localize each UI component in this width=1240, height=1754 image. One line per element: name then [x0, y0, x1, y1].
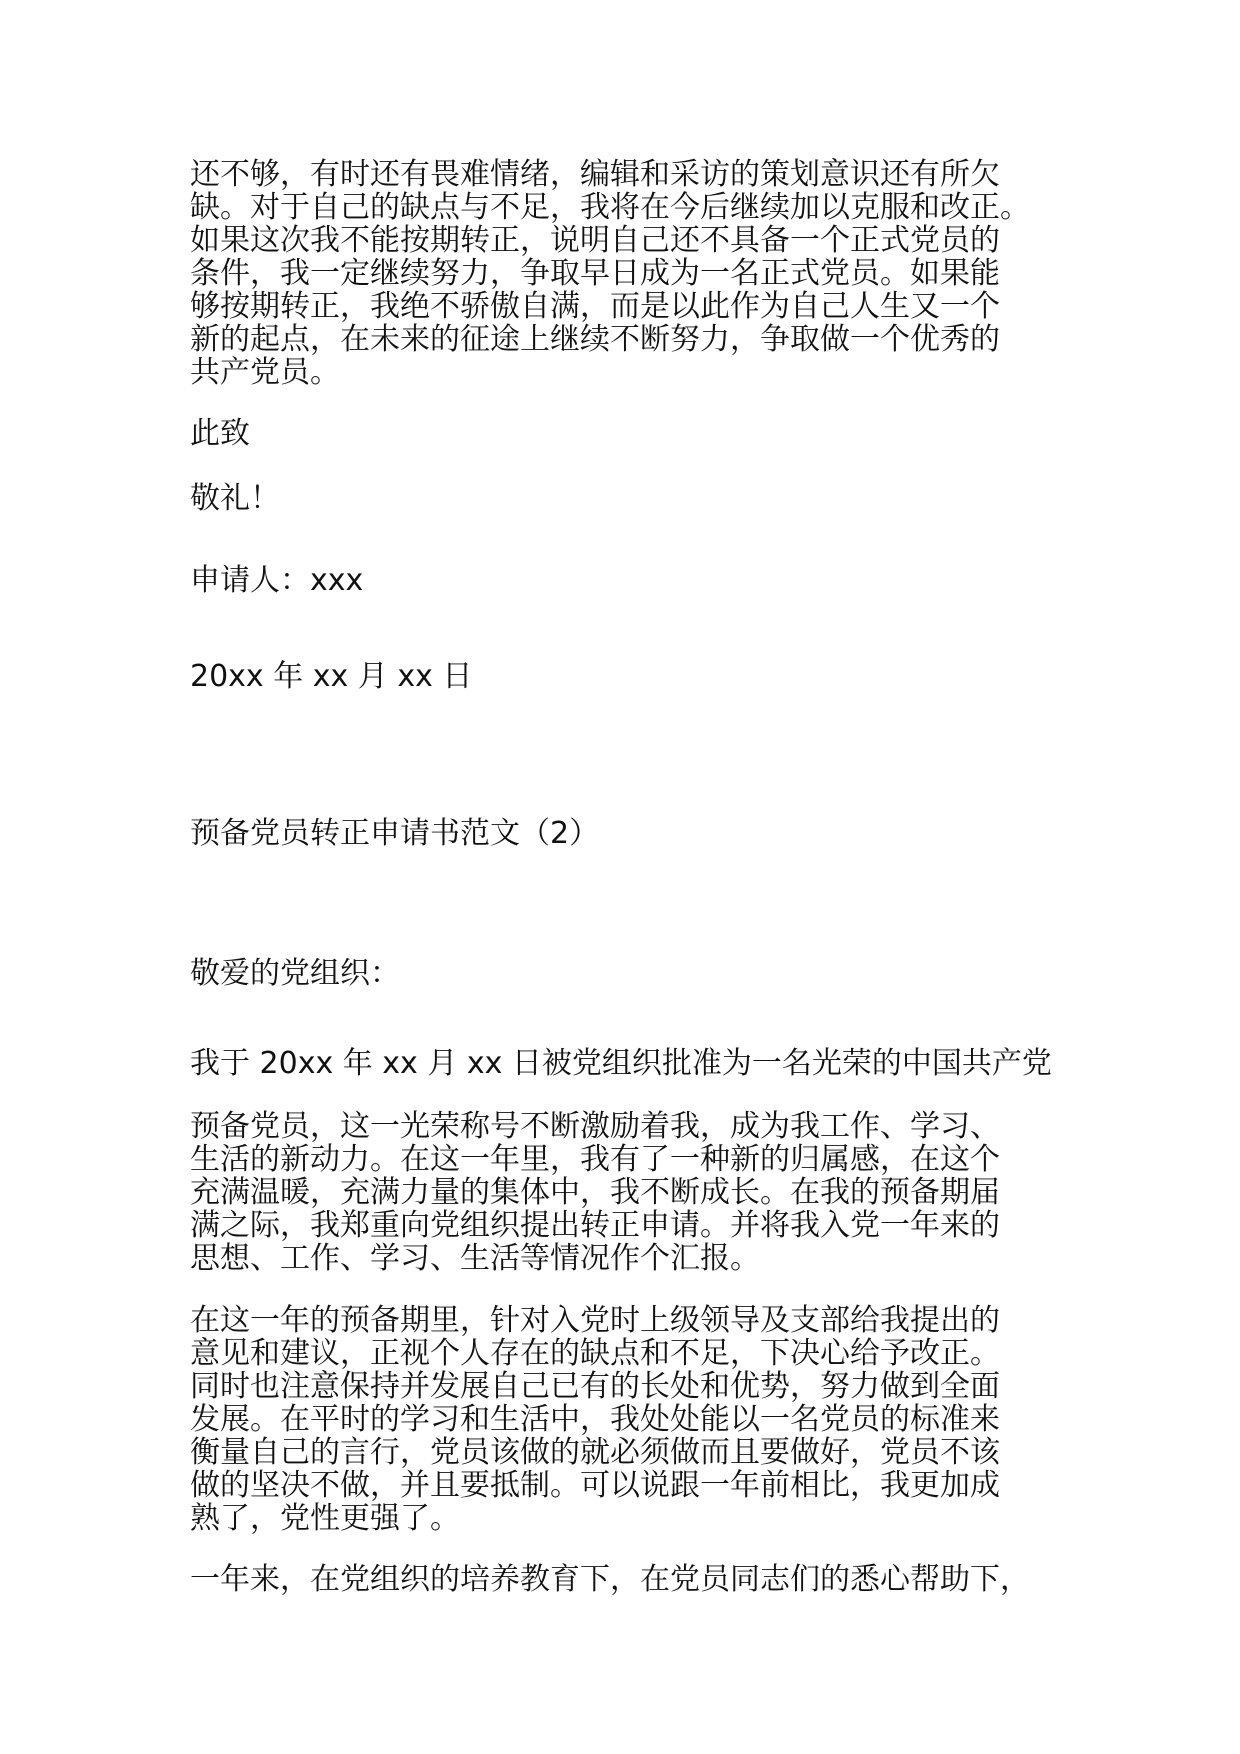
applicant-line: 申请人：xxx: [190, 563, 364, 598]
paragraph-2: 在这一年的预备期里，针对入党时上级领导及支部给我提出的 意见和建议，正视个人存在的缺点和不足，下决心给予改正。 同时也注意保持并发展自己已有的长处和优势，努力做到全面 发展。在平时的学习和生活中，我处处能以一名党员的标准来 衡量自己的言行，党员该做的就必须做而且要做好，党员不该 做的坚决不做，并且要抵制。可以说跟一年前相比，我更加成 熟了，党性更强了。: [190, 1303, 1000, 1536]
approval-line: 我于 20xx 年 xx 月 xx 日被党组织批准为一名光荣的中国共产党: [190, 1046, 1052, 1081]
paragraph-1: 预备党员，这一光荣称号不断激励着我，成为我工作、学习、 生活的新动力。在这一年里，我有了一种新的归属感，在这个 充满温暖，充满力量的集体中，我不断成长。在我的预备期届 满之际，我郑重向党组织提出转正申请。并将我入党一年来的 思想、工作、学习、生活等情况作个汇报。: [190, 1109, 1000, 1276]
paragraph-3: 一年来，在党组织的培养教育下，在党员同志们的悉心帮助下，: [190, 1562, 1030, 1597]
closing-line-2: 敬礼！: [190, 481, 280, 516]
date-line: 20xx 年 xx 月 xx 日: [190, 659, 473, 694]
section-title: 预备党员转正申请书范文（2）: [190, 816, 600, 851]
closing-line-1: 此致: [190, 416, 250, 451]
salutation: 敬爱的党组织：: [190, 956, 400, 991]
paragraph-intro-tail: 还不够，有时还有畏难情绪，编辑和采访的策划意识还有所欠 缺。对于自己的缺点与不足，我将在今后继续加以克服和改正。 如果这次我不能按期转正，说明自己还不具备一个正式党员的 条件，我一定继续努力，争取早日成为一名正式党员。如果能 够按期转正，我绝不骄傲自满，而是以此作为自己人生又一个 新的起点，在未来的征途上继续不断努力，争取做一个优秀的 共产党员。: [190, 157, 1030, 390]
